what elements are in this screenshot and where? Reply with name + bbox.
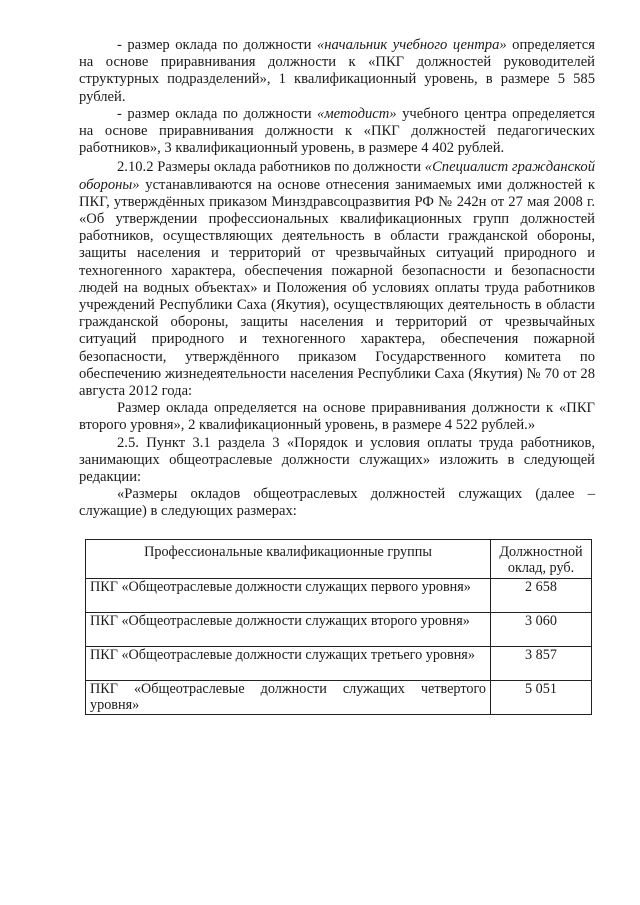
- position-title: «методист»: [317, 105, 397, 122]
- position-title: «Специалист гражданской обороны»: [79, 159, 595, 193]
- paragraph-text: определяется на основе приравнивания должности к «ПКГ должностей руководителей структурных подразделений», 1 квалификационный уровень, в размере 5 585 рублей.: [79, 37, 595, 105]
- paragraph-text: 2.5. Пункт 3.1 раздела 3 «Порядок и условия оплаты труда работников, занимающих общеотраслевые должности служащих» изложить в следующей редакции:: [79, 434, 595, 486]
- paragraph-head-of-training-center: [79, 37, 595, 106]
- paragraph-section-2-5: [79, 435, 595, 487]
- paragraph-text: «Размеры окладов общеотраслевых должностей служащих (далее – служащие) в следующих размерах:: [79, 486, 595, 520]
- table-cell-group: ПКГ «Общеотраслевые должности служащих второго уровня»: [86, 612, 491, 646]
- header-qualification-groups: Профессиональные квалификационные группы: [86, 539, 491, 578]
- table-cell-group: ПКГ «Общеотраслевые должности служащих первого уровня»: [86, 578, 491, 612]
- paragraph-text: 2.10.2 Размеры оклада работников по должности: [117, 159, 425, 176]
- paragraph-table-intro: [79, 486, 595, 520]
- table-cell-salary: 3 060: [491, 612, 592, 646]
- paragraph-text: - размер оклада по должности: [117, 105, 318, 122]
- table-row: [86, 646, 592, 680]
- table-row: [86, 578, 592, 612]
- header-salary: Должностной оклад, руб.: [491, 539, 592, 578]
- paragraph-salary-second-level: [79, 400, 595, 434]
- table-cell-group: ПКГ «Общеотраслевые должности служащих четвертого уровня»: [86, 680, 491, 714]
- paragraph-civil-defense-specialist: [79, 159, 595, 400]
- paragraph-text: Размер оклада определяется на основе приравнивания должности к «ПКГ второго уровня», 2 квалификационный уровень, в размере 4 522 рублей.»: [79, 400, 595, 434]
- table-header-row: [86, 539, 592, 578]
- table-cell-salary: 5 051: [491, 680, 592, 714]
- table-row: [86, 680, 592, 714]
- paragraph-text: учебного центра определяется на основе приравнивания должности к «ПКГ должностей педагогических работников», 3 квалификационный уровень, в размере 4 402 рублей.: [79, 105, 595, 157]
- table-row: [86, 612, 592, 646]
- salary-table: [85, 539, 592, 715]
- table-cell-group: ПКГ «Общеотраслевые должности служащих третьего уровня»: [86, 646, 491, 680]
- position-title: «начальник учебного центра»: [316, 37, 507, 53]
- table-cell-salary: 3 857: [491, 646, 592, 680]
- paragraph-methodist: [79, 106, 595, 158]
- document-page: [79, 37, 595, 715]
- table-cell-salary: 2 658: [491, 578, 592, 612]
- paragraph-text: устанавливаются на основе отнесения занимаемых ими должностей к ПКГ, утверждённых приказом Минздравсоцразвития РФ № 242н от 27 мая 2008 г. «Об утверждении профессиональных квалификационных групп должностей работников, осуществляющих деятельность в области гражданской обороны, защиты населения и территорий от чрезвычайных ситуаций природного и техногенного характера, обеспечения пожарной безопасности и безопасности людей на водных объектах» и Положения об условиях оплаты труда работников учреждений Республики Саха (Якутия), осуществляющих деятельность в области гражданской обороны, защиты населения и территорий от чрезвычайных ситуаций природного и техногенного характера, обеспечения пожарной безопасности, утверждённого приказом Государственного комитета по обеспечению жизнедеятельности населения Республики Саха (Якутия) № 70 от 28 августа 2012 года:: [79, 176, 595, 400]
- paragraph-text: - размер оклада по должности: [117, 37, 317, 53]
